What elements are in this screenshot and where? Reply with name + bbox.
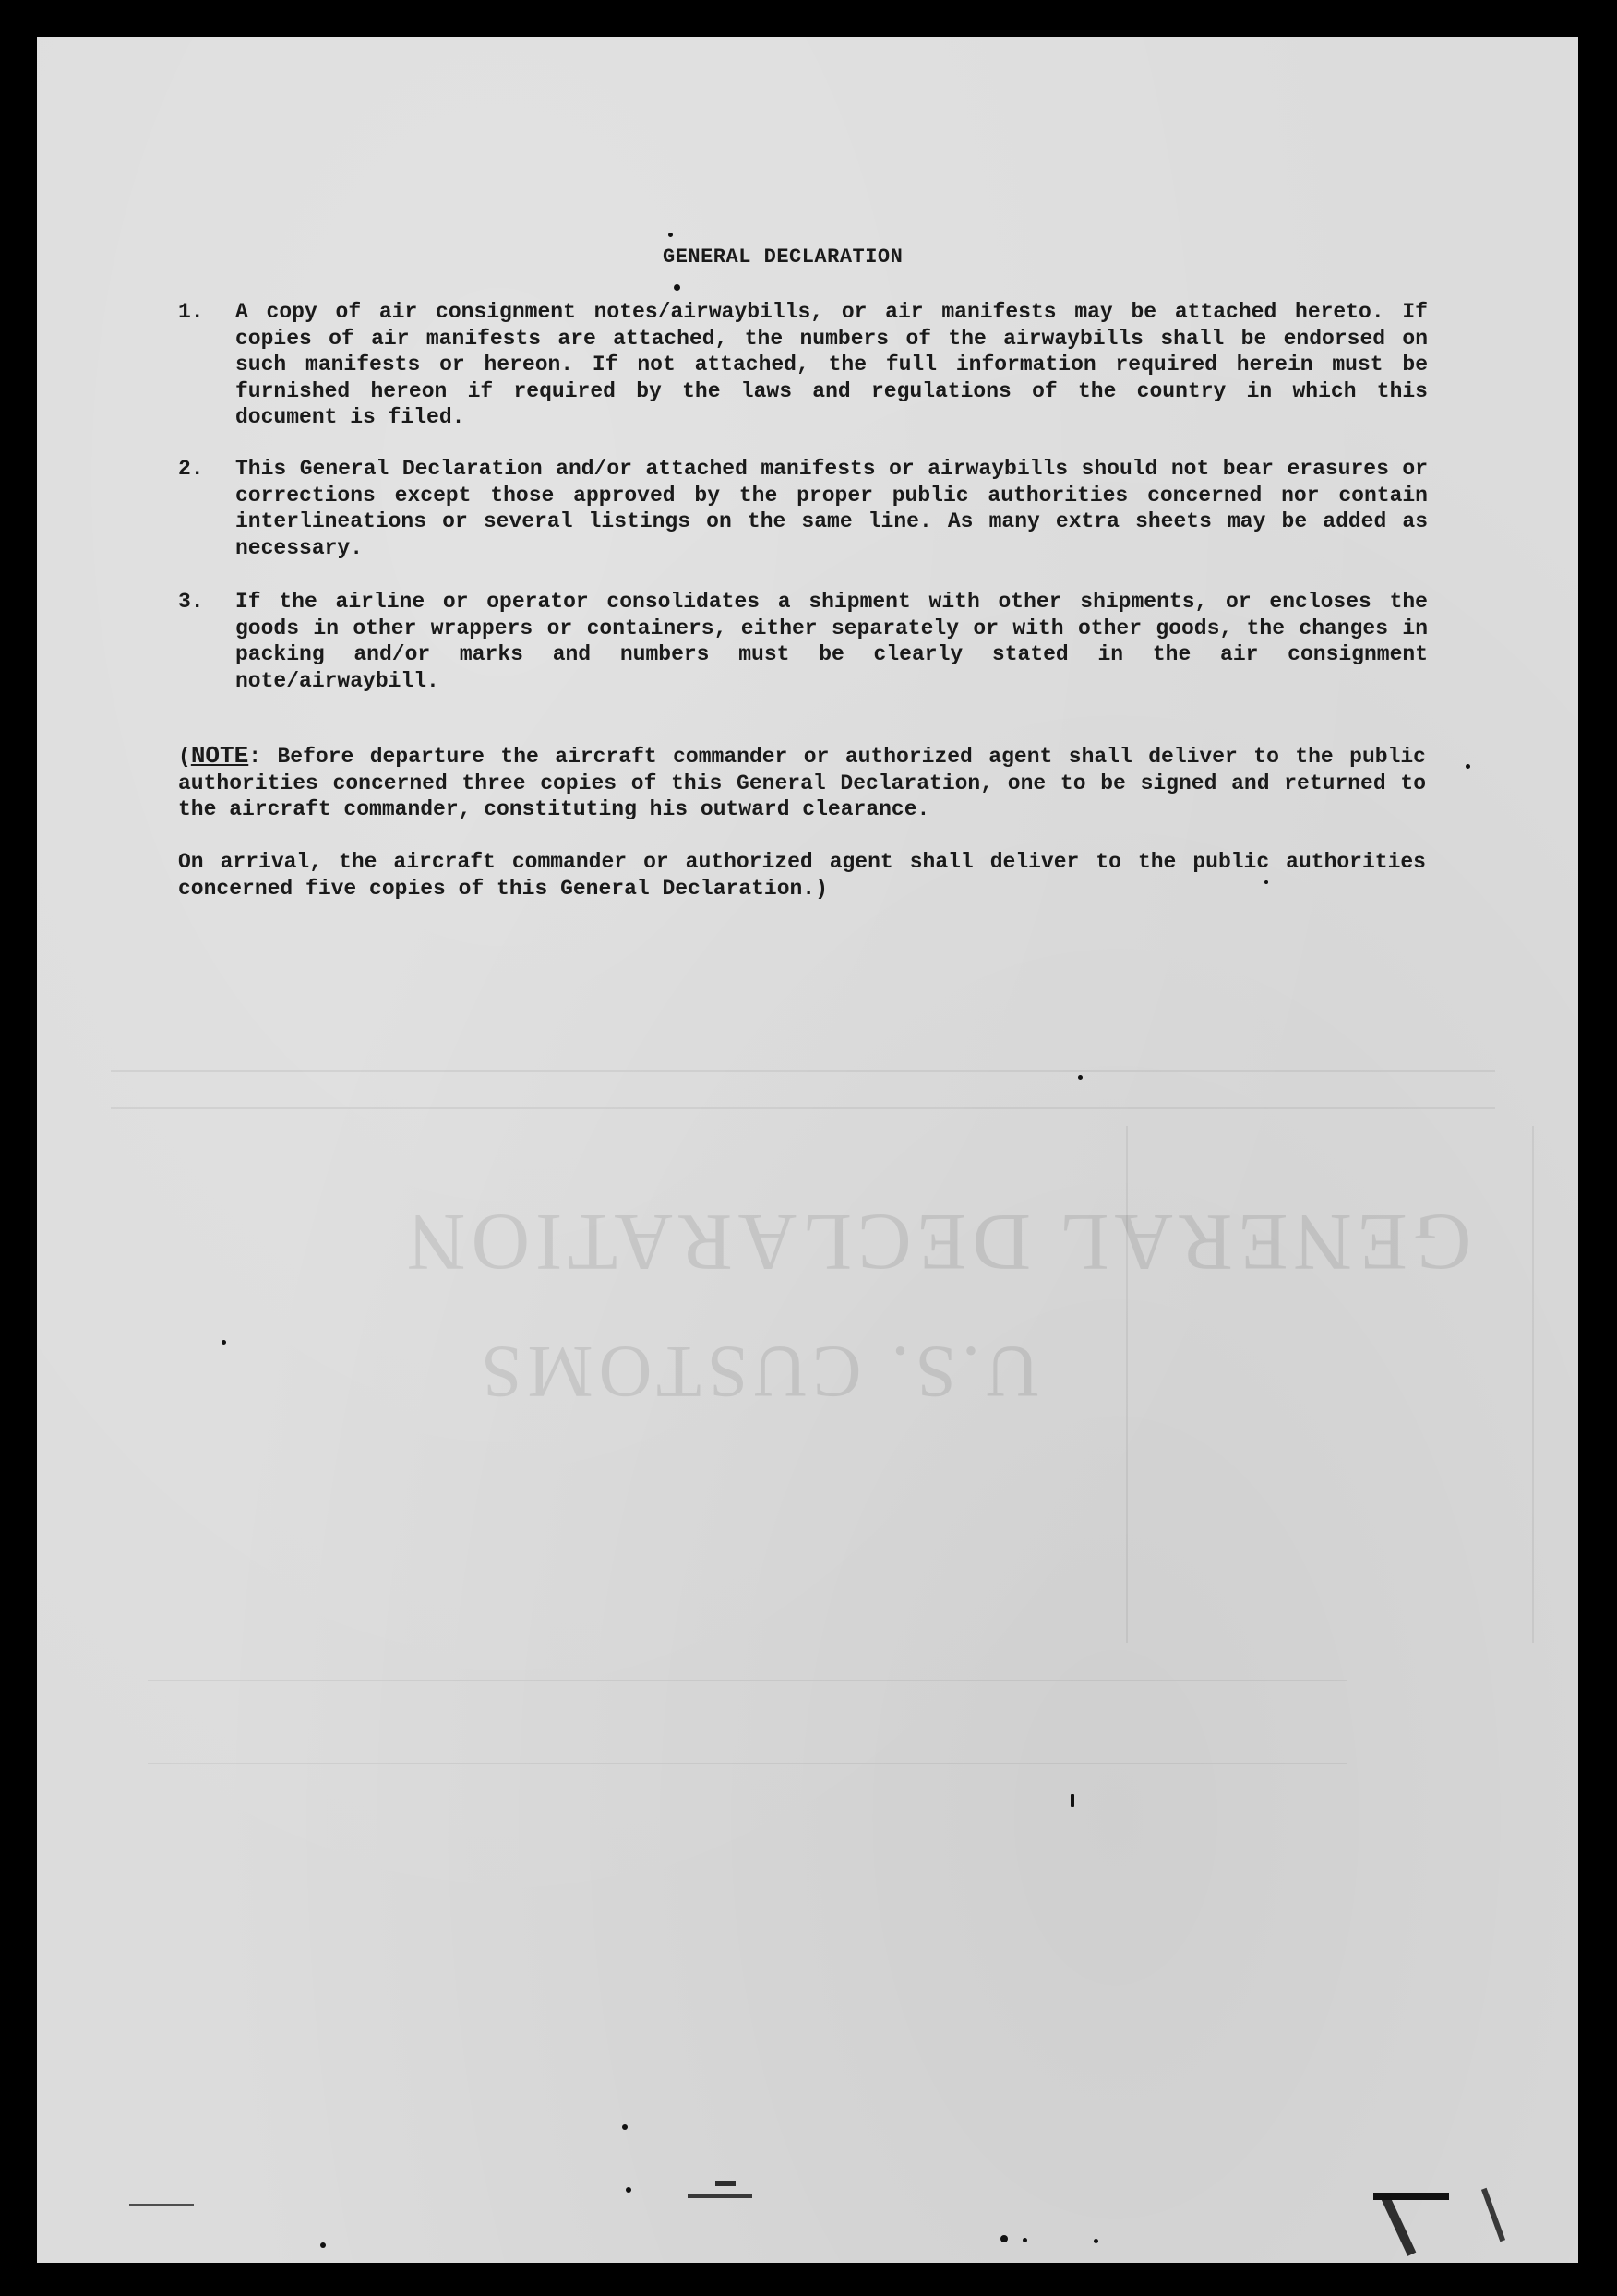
reverse-side-rule [148,1763,1348,1764]
item-number: 1. [178,300,204,324]
scan-speck [674,284,680,291]
item-text: This General Declaration and/or attached manifests or airwaybills should not bear erasures or corrections except those approved by the proper public authorities concerned nor contain interlineations or several listings on the same line. As many extra sheets may be added as necessary. [235,457,1428,560]
scan-smudge [688,2194,752,2198]
scan-smudge [715,2181,736,2186]
scan-speck [1023,2238,1027,2242]
scan-smudge [129,2204,194,2206]
scan-smudge [1481,2188,1505,2242]
document-page [37,37,1578,2263]
item-number: 3. [178,590,204,614]
reverse-side-rule [111,1070,1495,1072]
scan-speck [668,233,673,237]
reverse-side-rule [1126,1126,1128,1643]
note-colon: : [248,745,262,769]
item-number: 2. [178,457,204,481]
scan-smudge [1381,2194,1417,2256]
scan-speck [1078,1075,1083,1080]
document-title: GENERAL DECLARATION [663,245,904,269]
scan-speck [1000,2235,1008,2242]
note-paragraph [178,743,1426,823]
reverse-side-rule [1532,1126,1534,1643]
scan-speck [1094,2239,1098,2243]
item-text: A copy of air consignment notes/airwaybills, or air manifests may be attached hereto. If copies of air manifests are attached, the numbers of the airwaybills shall be endorsed on such manifests or hereon. If not attached, the full information required herein must be furnished hereon if required by the laws and regulations of the country in which this document is filed. [235,300,1428,429]
scan-speck [1264,880,1268,884]
arrival-paragraph: On arrival, the aircraft commander or authorized agent shall deliver to the public authorities concerned five copies of this General Declaration.) [178,850,1426,901]
scan-speck [1071,1794,1074,1807]
note-label: NOTE [190,742,249,770]
reverse-side-bleed-through: U.S. CUSTOMS [475,1331,1039,1412]
reverse-side-rule [148,1680,1348,1681]
scan-speck [622,2124,628,2130]
scan-speck [320,2242,326,2248]
reverse-side-bleed-through: GENERAL DECLARATION [401,1197,1472,1286]
reverse-side-rule [111,1107,1495,1109]
scan-speck [1466,764,1470,769]
scan-speck [626,2187,631,2193]
item-text: If the airline or operator consolidates a shipment with other shipments, or encloses the goods in other wrappers or containers, either separately or with other goods, the changes in packing and/or marks and numbers must be clearly stated in the air consignment note/airwaybill. [235,590,1428,693]
note-open-paren: ( [178,745,191,769]
note-text: Before departure the aircraft commander or authorized agent shall deliver to the public authorities concerned three copies of this General Declaration, one to be signed and returned to the aircraft commander, constituting his outward clearance. [178,745,1426,821]
scan-speck [222,1340,226,1345]
